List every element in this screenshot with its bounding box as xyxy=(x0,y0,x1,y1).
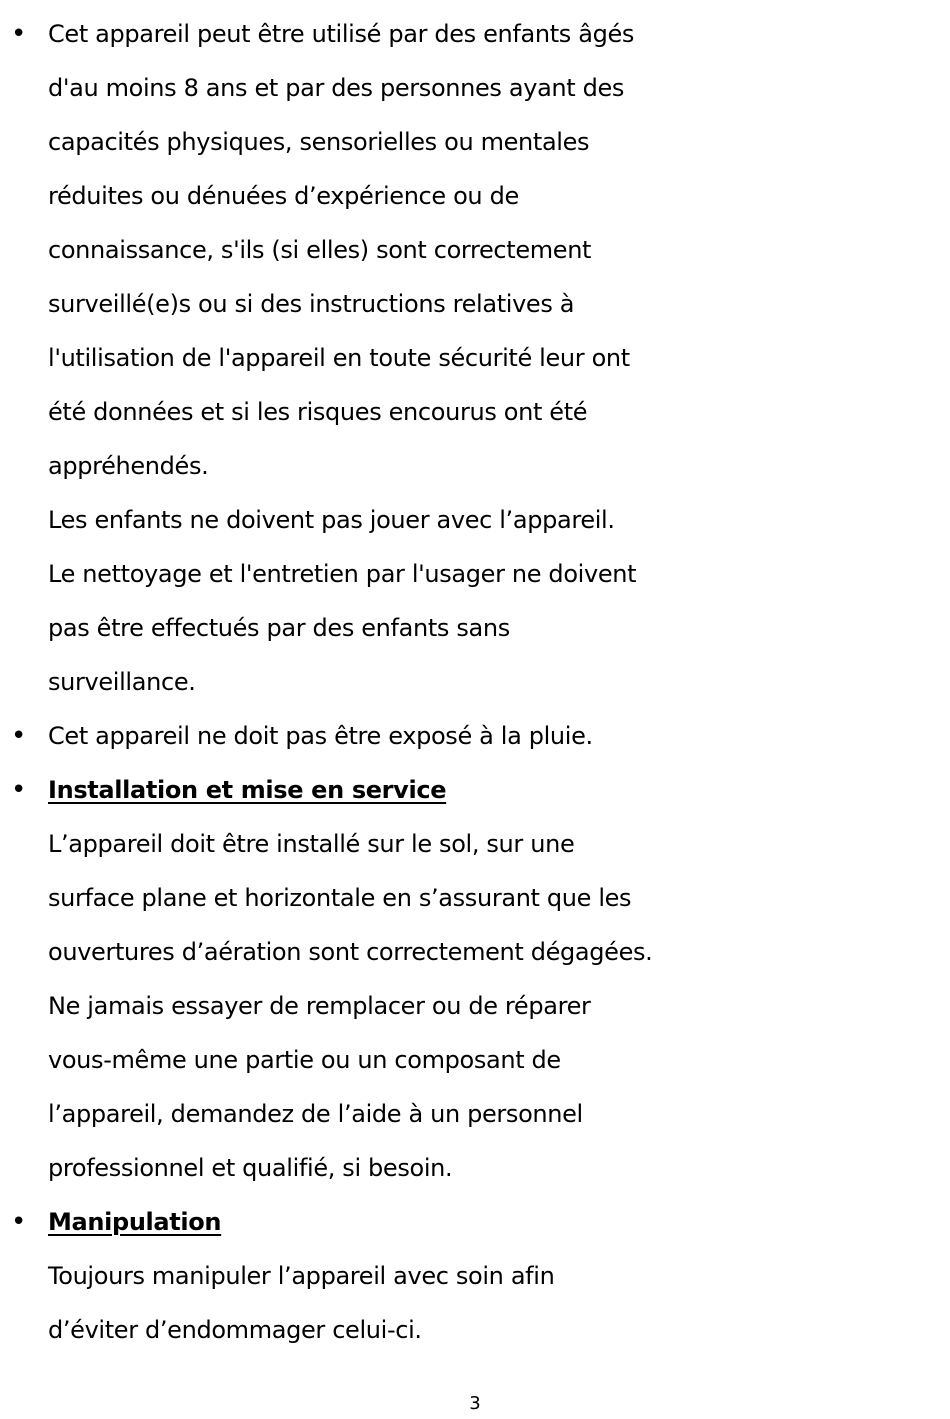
text-line: connaissance, s'ils (si elles) sont correctement xyxy=(48,236,592,264)
bullet-item-installation xyxy=(0,763,950,1195)
document-body xyxy=(0,7,950,1357)
page-number: 3 xyxy=(469,1393,481,1414)
bullet-icon: • xyxy=(11,721,27,751)
text-line: surface plane et horizontale en s’assurant que les xyxy=(48,884,632,912)
text-line: Cet appareil peut être utilisé par des enfants âgés xyxy=(48,20,635,48)
bullet-item-children-safety xyxy=(0,7,950,709)
bullet-icon: • xyxy=(11,19,27,49)
bullet-item-rain-warning xyxy=(0,709,950,763)
text-line: ouvertures d’aération sont correctement dégagées. xyxy=(48,938,653,966)
text-line: l’appareil, demandez de l’aide à un personnel xyxy=(48,1100,583,1128)
bullet-item-handling xyxy=(0,1195,950,1357)
text-line: Toujours manipuler l’appareil avec soin afin xyxy=(48,1262,555,1290)
bullet-icon: • xyxy=(11,1207,27,1237)
text-line: surveillé(e)s ou si des instructions relatives à xyxy=(48,290,575,318)
text-line: Le nettoyage et l'entretien par l'usager ne doivent xyxy=(48,560,637,588)
text-line: d’éviter d’endommager celui-ci. xyxy=(48,1316,422,1344)
text-line: Ne jamais essayer de remplacer ou de réparer xyxy=(48,992,591,1020)
text-line: été données et si les risques encourus ont été xyxy=(48,398,588,426)
text-line: l'utilisation de l'appareil en toute sécurité leur ont xyxy=(48,344,630,372)
text-line: vous-même une partie ou un composant de xyxy=(48,1046,561,1074)
section-heading-handling: Manipulation xyxy=(48,1208,222,1236)
text-line: appréhendés. xyxy=(48,452,209,480)
text-line: d'au moins 8 ans et par des personnes ayant des xyxy=(48,74,625,102)
text-line: réduites ou dénuées d’expérience ou de xyxy=(48,182,519,210)
text-line: Les enfants ne doivent pas jouer avec l’appareil. xyxy=(48,506,615,534)
text-line: professionnel et qualifié, si besoin. xyxy=(48,1154,453,1182)
bullet-icon: • xyxy=(11,775,27,805)
text-line: pas être effectués par des enfants sans xyxy=(48,614,510,642)
text-line: L’appareil doit être installé sur le sol, sur une xyxy=(48,830,575,858)
text-line: capacités physiques, sensorielles ou mentales xyxy=(48,128,590,156)
text-line: surveillance. xyxy=(48,668,196,696)
section-heading-installation: Installation et mise en service xyxy=(48,776,447,804)
text-line: Cet appareil ne doit pas être exposé à la pluie. xyxy=(48,722,593,750)
